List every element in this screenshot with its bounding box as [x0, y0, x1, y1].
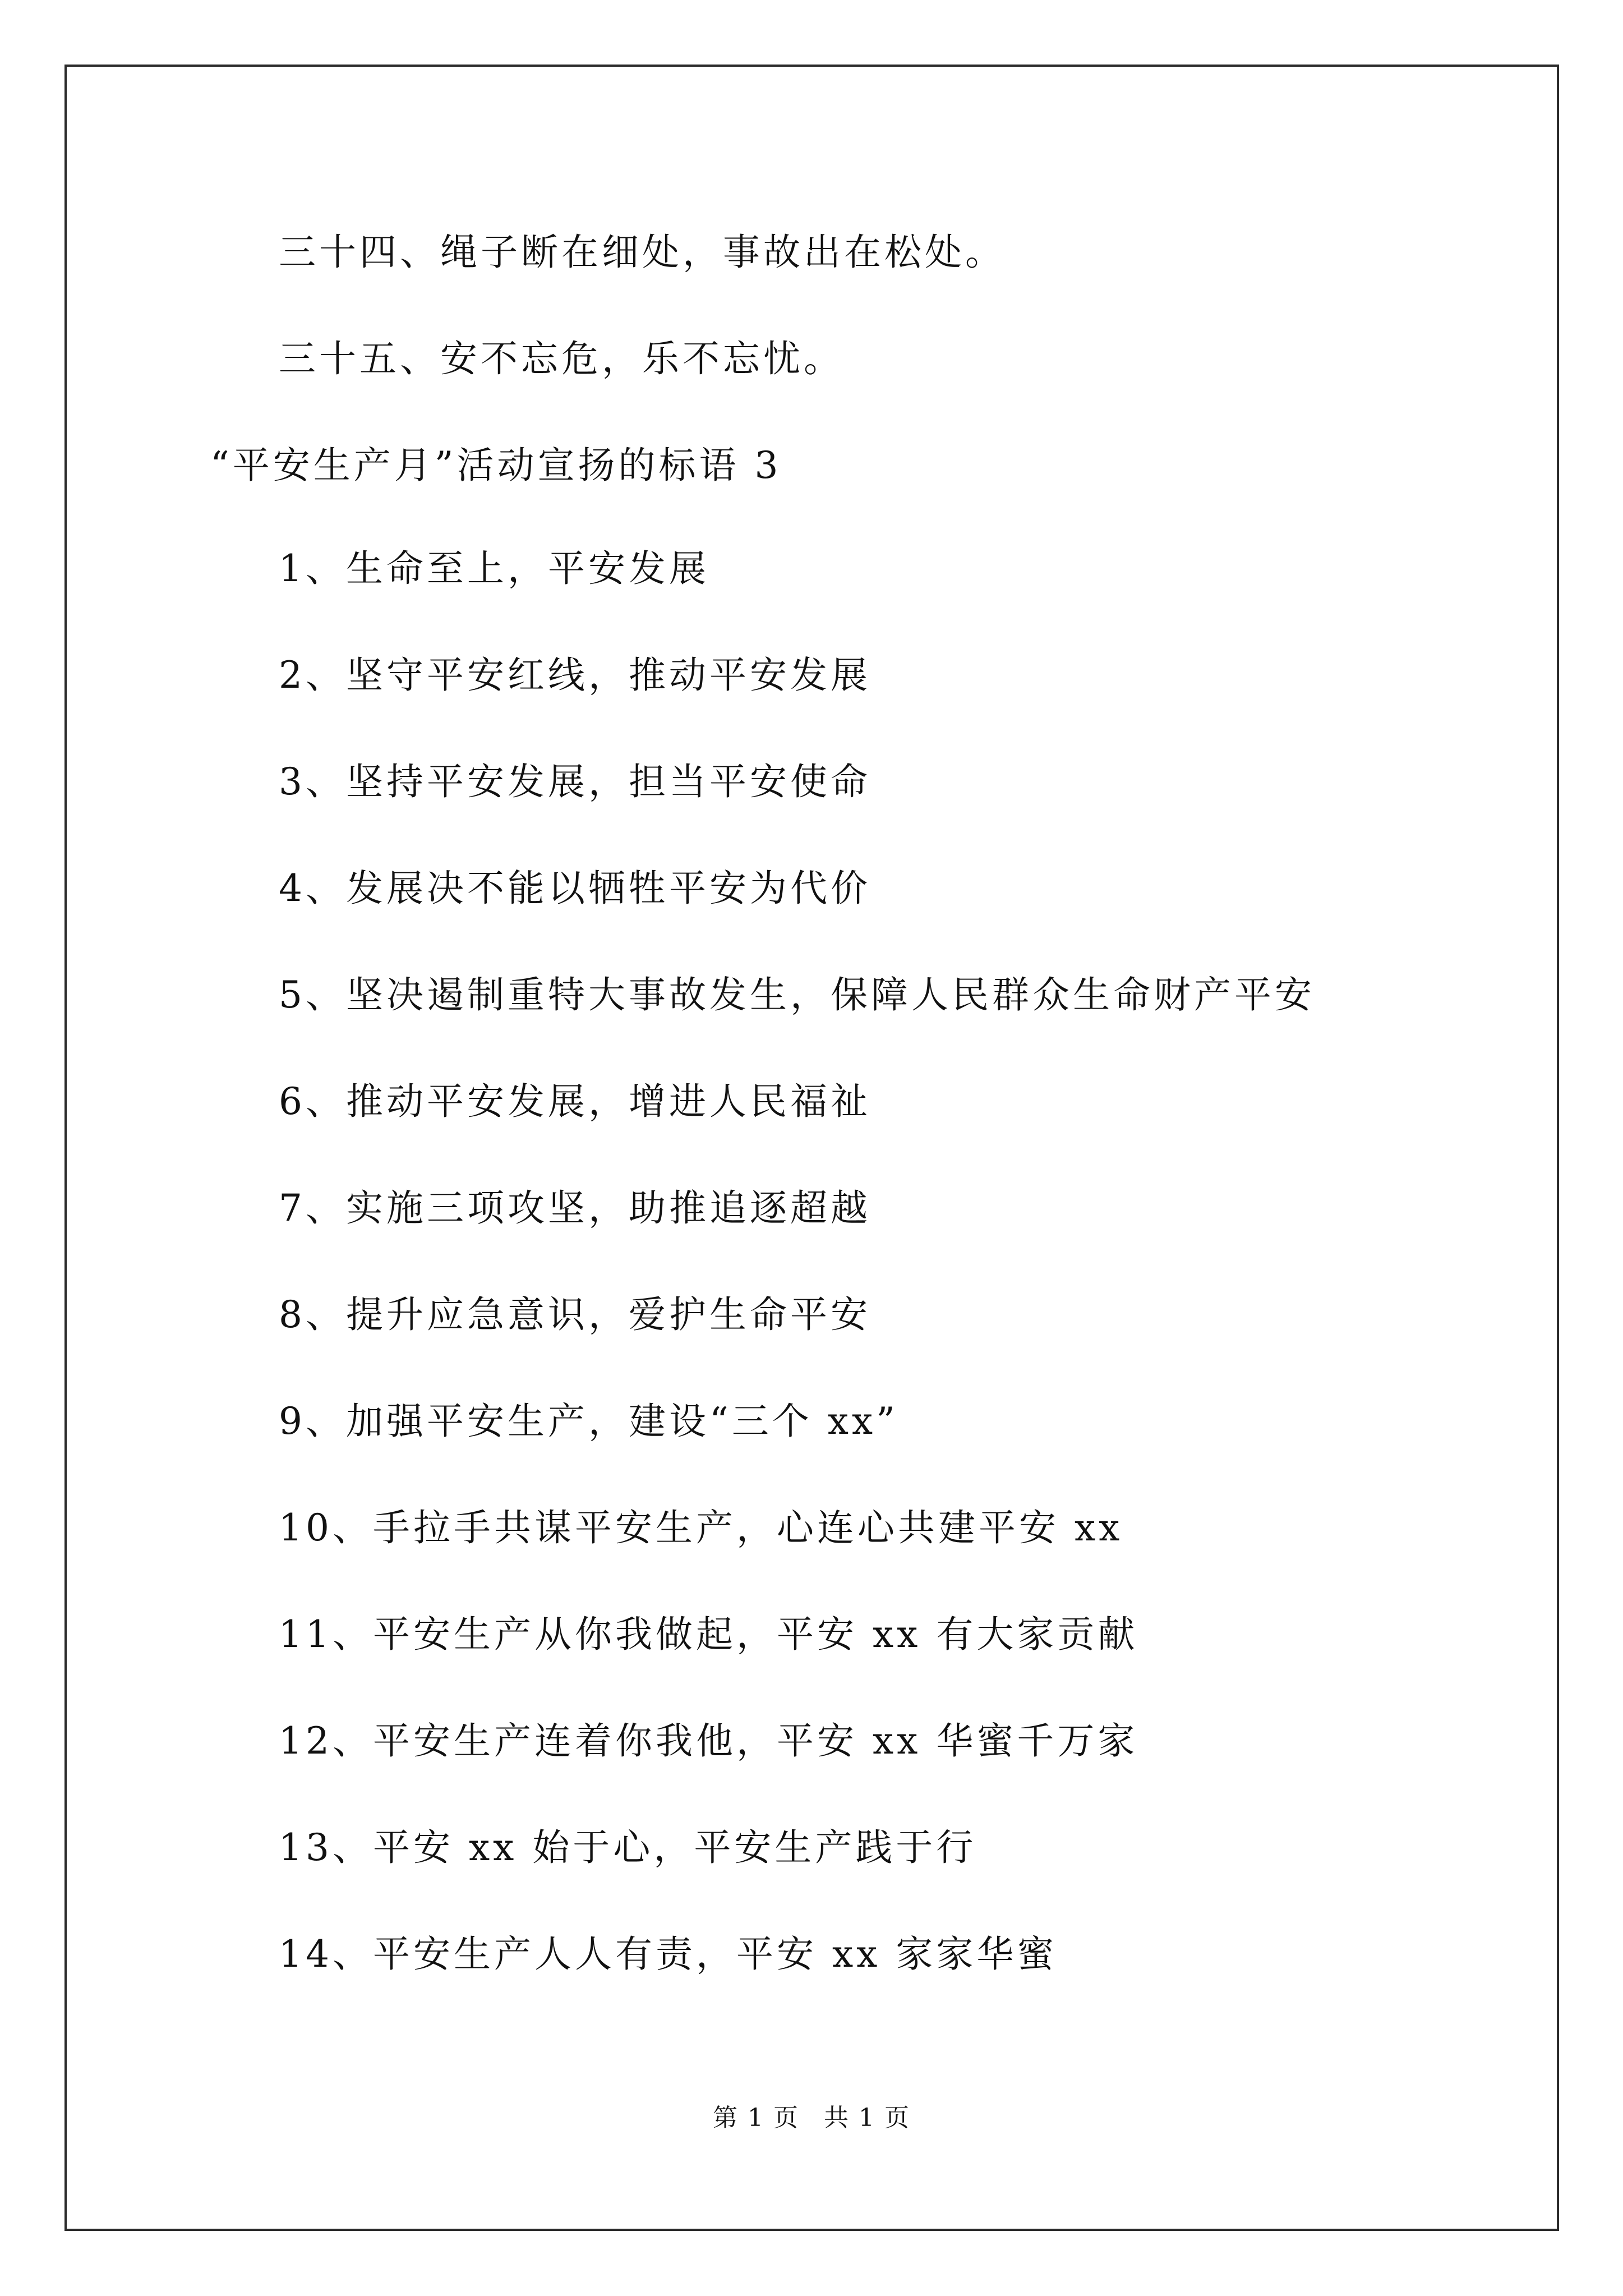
list-item: 2、坚守平安红线，推动平安发展 [279, 654, 871, 697]
list-item: 10、手拉手共谋平安生产，心连心共建平安 xx [279, 1506, 1123, 1549]
list-item: 8、提升应急意识，爱护生命平安 [279, 1293, 871, 1336]
page-border [64, 65, 1559, 2231]
page-number: 第 1 页 [713, 2104, 799, 2132]
list-item: 14、平安生产人人有责，平安 xx 家家华蜜 [279, 1932, 1058, 1976]
page-total: 共 1 页 [824, 2104, 910, 2132]
list-item: 3、坚持平安发展，担当平安使命 [279, 760, 871, 803]
list-item: 三十四、绳子断在细处，事故出在松处。 [279, 231, 1006, 274]
page-footer [0, 2102, 1623, 2134]
list-item: 9、加强平安生产，建设“三个 xx” [279, 1400, 898, 1443]
list-item: 12、平安生产连着你我他，平安 xx 华蜜千万家 [279, 1719, 1138, 1763]
list-item: 11、平安生产从你我做起，平安 xx 有大家贡献 [279, 1613, 1138, 1656]
list-item: 4、发展决不能以牺牲平安为代价 [279, 867, 871, 910]
list-item: 5、坚决遏制重特大事故发生，保障人民群众生命财产平安 [279, 973, 1315, 1016]
list-item: 三十五、安不忘危，乐不忘忧。 [279, 337, 844, 380]
list-item: 7、实施三项攻坚，助推追逐超越 [279, 1186, 871, 1230]
list-item: 13、平安 xx 始于心，平安生产践于行 [279, 1826, 977, 1869]
list-item: 6、推动平安发展，增进人民福祉 [279, 1080, 871, 1123]
list-item: 1、生命至上，平安发展 [279, 547, 709, 590]
section-heading: “平安生产月”活动宣扬的标语 3 [210, 444, 782, 487]
